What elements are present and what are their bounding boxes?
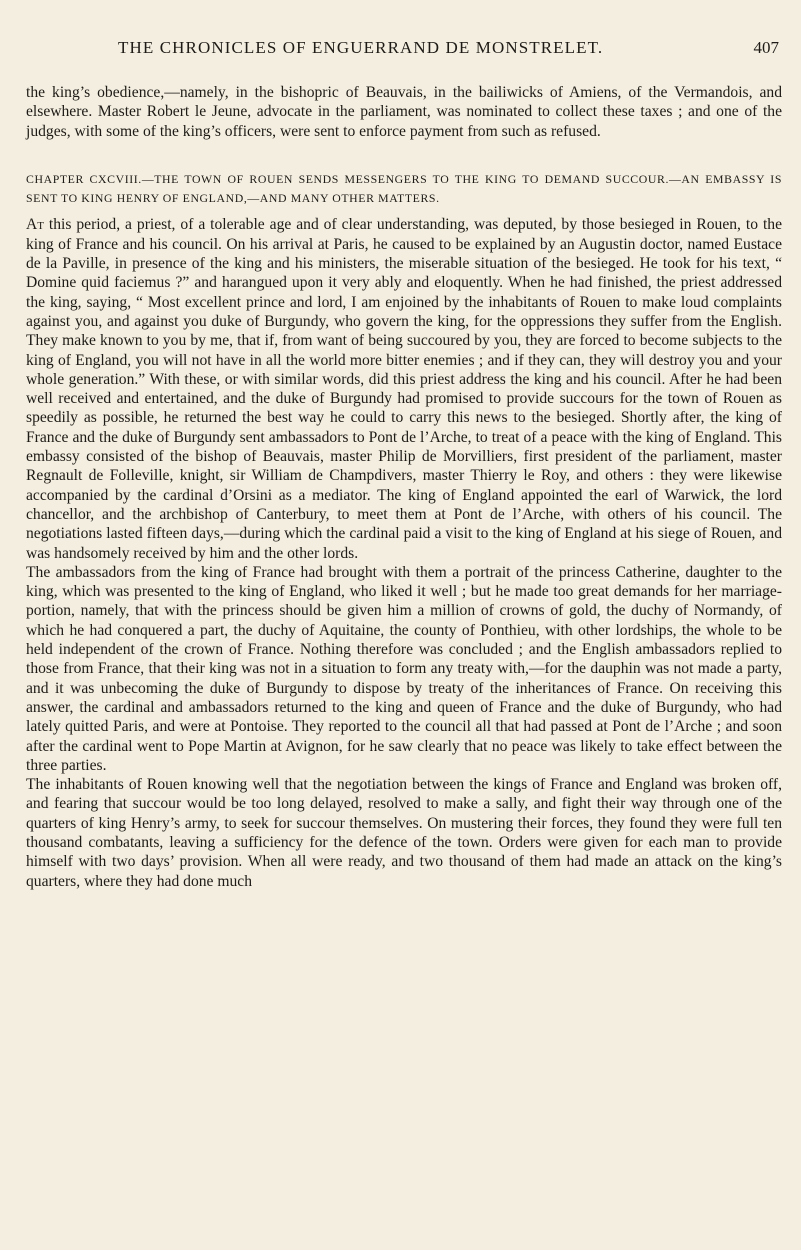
running-header [0, 38, 801, 60]
paragraph [26, 775, 782, 891]
chapter-heading: CHAPTER CXCVIII.—THE TOWN OF ROUEN SENDS MESSENGERS TO THE KING TO DEMAND SUCCOUR.—AN EMBASSY IS SENT TO KING HENRY OF ENGLAND,—AND MANY OTHER MATTERS. [26, 171, 782, 206]
paragraph-text: The inhabitants of Rouen knowing well that the negotiation between the kings of France and England was broken off, and fearing that succour would be too long delayed, resolved to make a sally, and fight their way through one of the quarters of king Henry’s army, to seek for succour themselves. On mustering their forces, they found they were full ten thousand combatants, leaving a sufficiency for the defence of the town. Orders were given for each man to provide himself with two days’ provision. When all were ready, and two thousand of them had made an attack on the king’s quarters, where they had done much [26, 776, 782, 890]
paragraph [26, 563, 782, 775]
opening-paragraph: the king’s obedience,—namely, in the bishopric of Beauvais, in the bailiwicks of Amiens, of the Vermandois, and elsewhere. Master Robert le Jeune, advocate in the parliament, was nominated to collect these taxes ; and one of the judges, with some of the king’s officers, were sent to enforce payment from such as refused. [26, 84, 782, 140]
body-text [26, 83, 782, 891]
running-title: THE CHRONICLES OF ENGUERRAND DE MONSTRELET. [118, 38, 604, 57]
paragraph [26, 215, 782, 562]
paragraph-lead-word: At [26, 216, 44, 234]
paragraph-text: The ambassadors from the king of France had brought with them a portrait of the princess Catherine, daughter to the king, which was presented to the king of England, who liked it well ; but he made too great demands for her marriage-portion, namely, that with the princess should be given him a million of crowns of gold, the duchy of Normandy, of which he had conquered a part, the duchy of Aquitaine, the county of Ponthieu, with other lordships, the whole to be held independent of the crown of France. Nothing therefore was concluded ; and the English ambassadors replied to those from France, that their king was not in a situation to form any treaty with,—for the dauphin was not made a party, and it was unbecoming the duke of Burgundy to dispose by treaty of the inheritances of France. On receiving this answer, the cardinal and ambassadors returned to the king and queen of France and the duke of Burgundy, who had lately quitted Paris, and were at Pontoise. They reported to the council all that had passed at Pont de l’Arche ; and soon after the cardinal went to Pope Martin at Avignon, for he saw clearly that no peace was likely to take effect between the three parties. [26, 563, 782, 774]
paragraph-text: this period, a priest, of a tolerable age and of clear understanding, was deputed, by those besieged in Rouen, to the king of France and his council. On his arrival at Paris, he caused to be explained by an Augustin doctor, named Eustace de la Paville, in presence of the king and his ministers, the miserable situation of the besieged. He took for his text, “ Domine quid faciemus ?” and harangued upon it very ably and eloquently. When he had finished, the priest addressed the king, saying, “ Most excellent prince and lord, I am enjoined by the inhabitants of Rouen to make loud complaints against you, and against you duke of Burgundy, who govern the king, for the oppressions they suffer from the English. They make known to you by me, that if, from want of being succoured by you, they are forced to become subjects to the king of England, you will not have in all the world more bitter enemies ; and if they can, they will destroy you and your whole generation.” With these, or with similar words, did this priest address the king and his council. After he had been well received and entertained, and the duke of Burgundy had promised to provide succours for the town of Rouen as speedily as possible, he returned the best way he could to carry this news to the besieged. Shortly after, the king of France and the duke of Burgundy sent ambassadors to Pont de l’Arche, to treat of a peace with the king of England. This embassy consisted of the bishop of Beauvais, master Philip de Morvilliers, first president of the parliament, master Regnault de Folleville, knight, sir William de Champdivers, master Thierry le Roy, and others : they were likewise accompanied by the cardinal d’Orsini as a mediator. The king of England appointed the earl of Warwick, the lord chancellor, and the archbishop of Canterbury, to meet them at Pont de l’Arche, with others of his council. The negotiations lasted fifteen days,—during which the cardinal paid a visit to the king of England at his siege of Rouen, and was handsomely received by him and the other lords. [26, 216, 782, 562]
page-number: 407 [753, 38, 779, 57]
